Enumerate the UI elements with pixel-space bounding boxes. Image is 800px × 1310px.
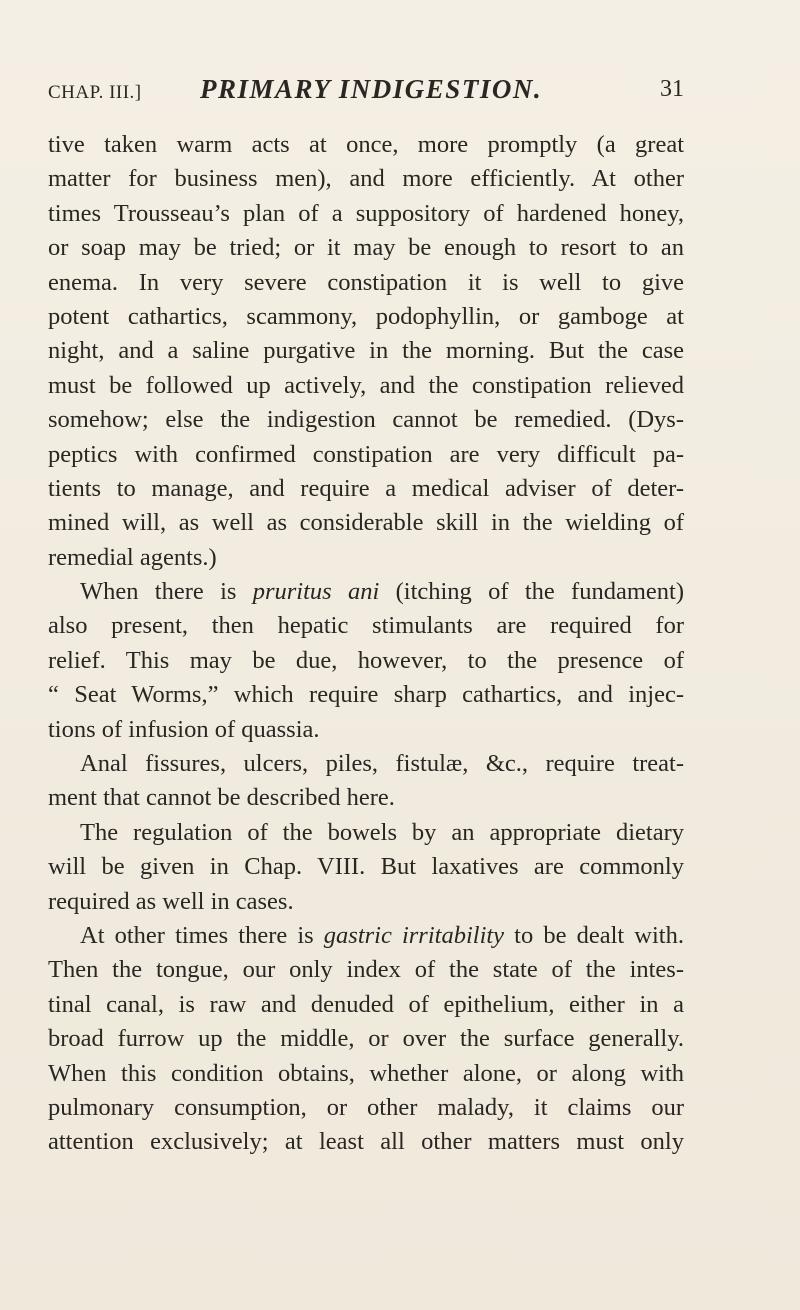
text-line: night, and a saline purgative in the morning. But the case	[48, 337, 684, 365]
italic-term: pruritus ani	[252, 578, 380, 606]
text-line: Then the tongue, our only index of the state of the intes-	[48, 956, 684, 984]
text-run: At other times there is	[80, 921, 324, 949]
text-line	[48, 919, 684, 953]
text-line: must be followed up actively, and the constipation relieved	[48, 371, 684, 399]
text-line: relief. This may be due, however, to the presence of	[48, 646, 684, 674]
text-line: times Trousseau’s plan of a suppository of hardened honey,	[48, 199, 684, 227]
text-line: ment that cannot be described here.	[48, 784, 395, 812]
text-run: When there is	[80, 578, 253, 606]
text-line: somehow; else the indigestion cannot be remedied. (Dys-	[48, 406, 684, 434]
text-line: or soap may be tried; or it may be enough to resort to an	[48, 234, 684, 262]
text-line: tinal canal, is raw and denuded of epithelium, either in a	[48, 990, 684, 1018]
text-line: will be given in Chap. VIII. But laxatives are commonly	[48, 853, 684, 881]
text-line: “ Seat Worms,” which require sharp cathartics, and injec-	[48, 681, 684, 709]
text-line: also present, then hepatic stimulants are required for	[48, 612, 684, 640]
text-line: When this condition obtains, whether alone, or along with	[48, 1059, 684, 1087]
text-line: enema. In very severe constipation it is well to give	[48, 268, 684, 296]
text-line: tients to manage, and require a medical adviser of deter-	[48, 474, 684, 502]
text-run: to be dealt with.	[504, 921, 684, 949]
text-line: mined will, as well as considerable skill in the wielding of	[48, 509, 684, 537]
text-line: tive taken warm acts at once, more promptly (a great	[48, 131, 684, 158]
italic-term: gastric irritability	[323, 921, 505, 949]
text-line: potent cathartics, scammony, podophyllin, or gamboge at	[48, 302, 684, 330]
text-run: (itching of the fundament)	[379, 578, 684, 606]
chapter-label: CHAP. III.]	[48, 82, 142, 103]
page-number: 31	[660, 76, 684, 102]
text-line: peptics with confirmed constipation are very difficult pa-	[48, 440, 684, 468]
text-line: pulmonary consumption, or other malady, it claims our	[48, 1093, 684, 1121]
text-line: matter for business men), and more efficiently. At other	[48, 165, 684, 193]
running-head	[48, 72, 684, 112]
body-text	[48, 128, 684, 1160]
text-line: tions of infusion of quassia.	[48, 715, 320, 743]
text-line: attention exclusively; at least all other matters must only	[48, 1128, 684, 1156]
text-line: broad furrow up the middle, or over the surface generally.	[48, 1025, 684, 1053]
running-title: PRIMARY INDIGESTION.	[200, 74, 543, 104]
text-line: remedial agents.)	[48, 543, 217, 571]
text-line: Anal fissures, ulcers, piles, fistulæ, &c., require treat-	[80, 750, 684, 778]
text-line: required as well in cases.	[48, 887, 294, 915]
text-line: The regulation of the bowels by an appropriate dietary	[80, 818, 684, 846]
text-line	[48, 575, 684, 609]
